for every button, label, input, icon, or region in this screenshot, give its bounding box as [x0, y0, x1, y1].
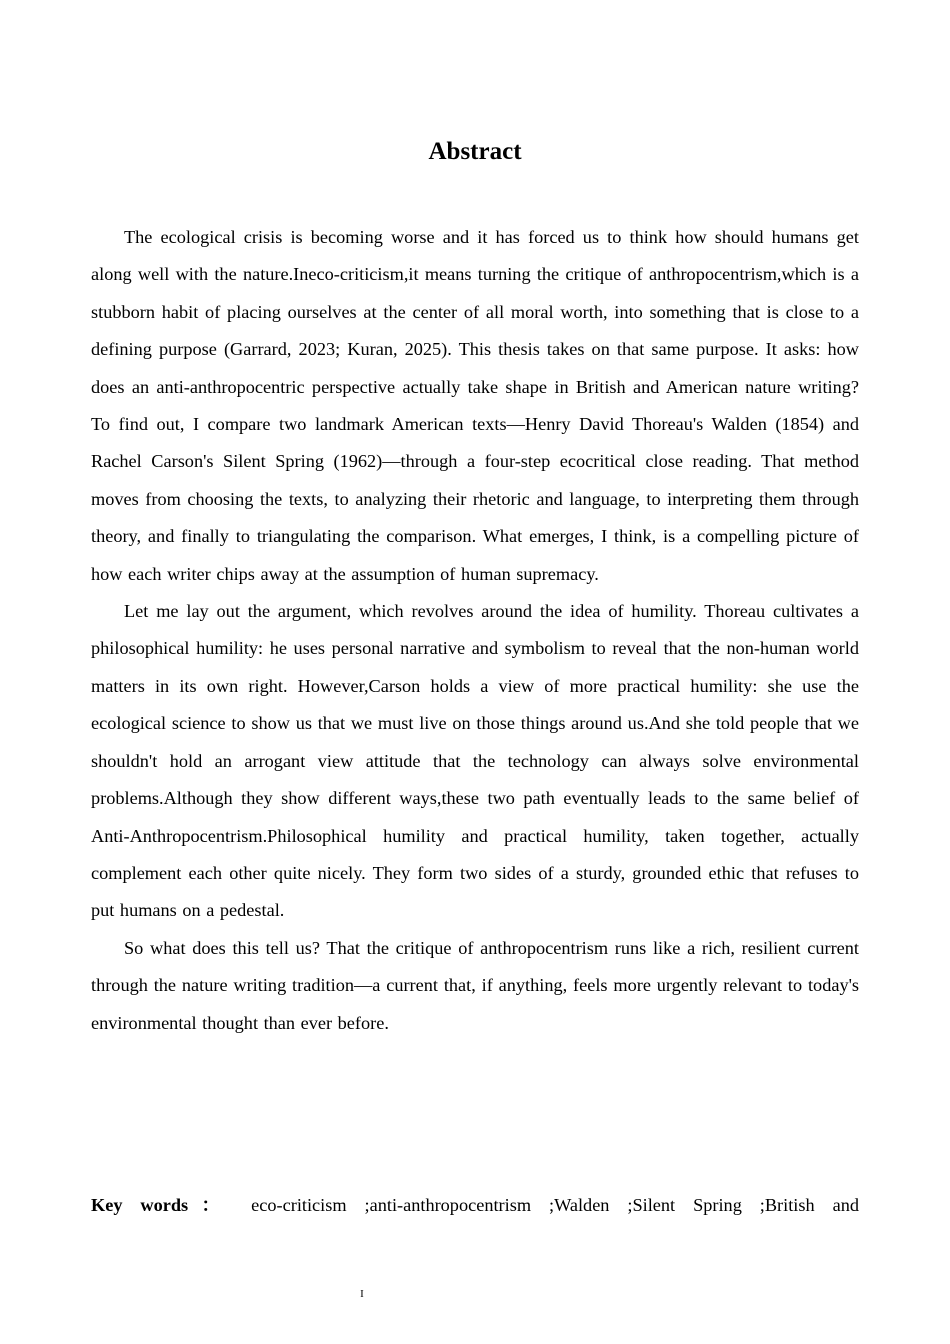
keywords-line [91, 1187, 859, 1224]
abstract-paragraph-3: So what does this tell us? That the critique of anthropocentrism runs like a rich, resilient current through the nature writing tradition—a current that, if anything, feels more urgently relevant to today's environmental thought than ever before. [91, 937, 859, 1033]
page-title: Abstract [428, 138, 522, 165]
abstract-paragraph-1: The ecological crisis is becoming worse and it has forced us to think how should humans get along well with the nature.Ineco-criticism,it means turning the critique of anthropocentrism,which is a stubborn habit of placing ourselves at the center of all moral worth, into something that is close to a defining purpose (Garrard, 2023; Kuran, 2025). This thesis takes on that same purpose. It asks: how does an anti-anthropocentric perspective actually take shape in British and American nature writing? To find out, I compare two landmark American texts—Henry David Thoreau's Walden (1854) and Rachel Carson's Silent Spring (1962)—through a four-step ecocritical close reading. That method moves from choosing the texts, to analyzing their rhetoric and language, to interpreting them through theory, and finally to triangulating the comparison. What emerges, I think, is a compelling picture of how each writer chips away at the assumption of human supremacy. [91, 227, 859, 584]
keywords-text: eco-criticism ;anti-anthropocentrism ;Walden ;Silent Spring ;British and [251, 1195, 859, 1215]
page-number: I [360, 1288, 364, 1300]
abstract-paragraph-2: Let me lay out the argument, which revolves around the idea of humility. Thoreau cultivates a philosophical humility: he uses personal narrative and symbolism to reveal that the non-human world matters in its own right. However,Carson holds a view of more practical humility: she use the ecological science to show us that we must live on those things around us.And she told people that we shouldn't hold an arrogant view attitude that the technology can always solve environmental problems.Although they show different ways,these two path eventually leads to the same belief of Anti-Anthropocentrism.Philosophical humility and practical humility, taken together, actually complement each other quite nicely. They form two sides of a sturdy, grounded ethic that refuses to put humans on a pedestal. [91, 601, 859, 921]
keywords-label: Key words： [91, 1195, 234, 1215]
abstract-body [91, 219, 859, 1042]
